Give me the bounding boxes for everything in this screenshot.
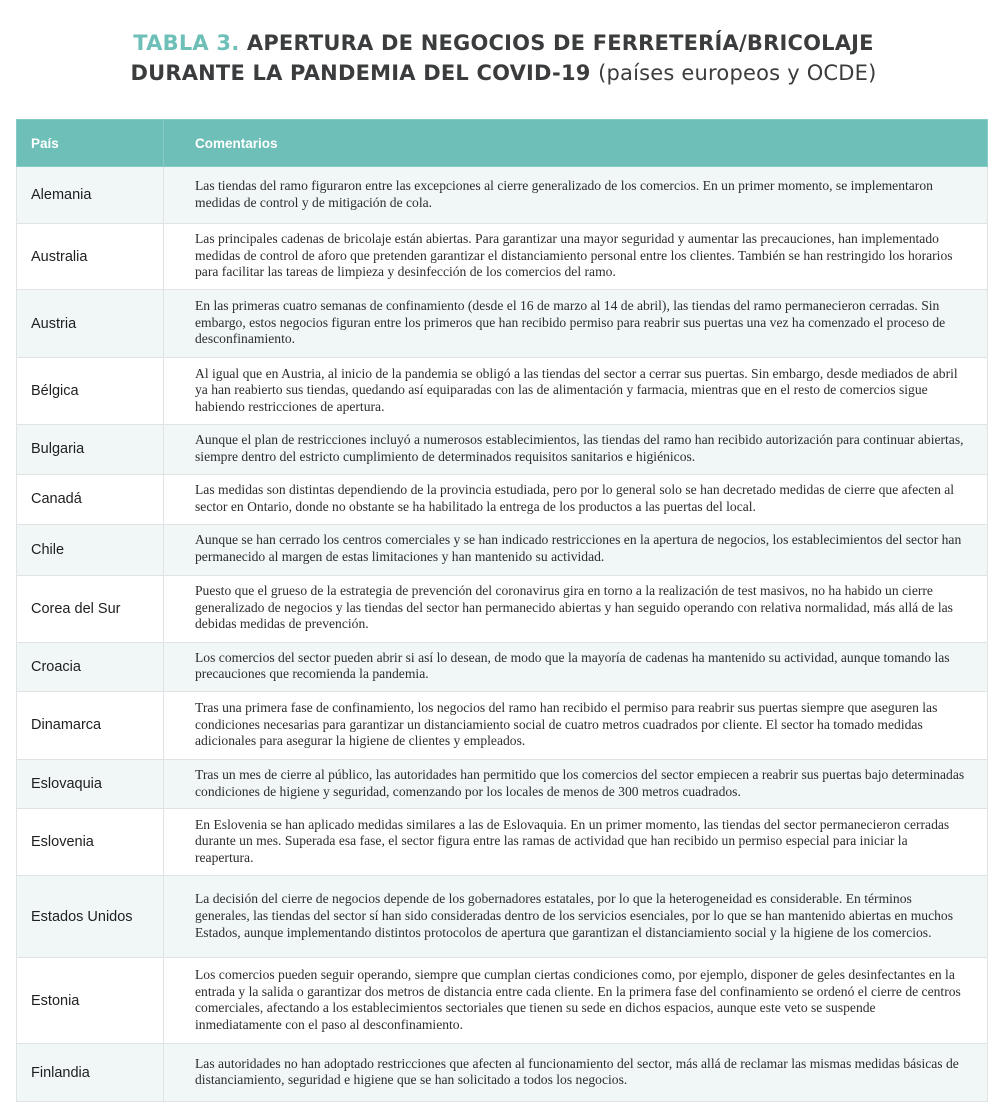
header-country: País xyxy=(17,120,164,167)
country-cell: Corea del Sur xyxy=(17,575,164,642)
table-row xyxy=(17,759,988,808)
table-number-label: TABLA 3. xyxy=(133,31,240,55)
table-row xyxy=(17,425,988,474)
title-line-1 xyxy=(0,28,1007,58)
country-cell: Alemania xyxy=(17,167,164,224)
country-cell: Eslovenia xyxy=(17,809,164,876)
country-cell: Chile xyxy=(17,524,164,575)
title-main-line-2: DURANTE LA PANDEMIA DEL COVID-19 xyxy=(130,61,591,85)
comment-cell: En las primeras cuatro semanas de confinamiento (desde el 16 de marzo al 14 de abril), las tiendas del ramo permanecieron cerradas. Sin embargo, estos negocios figuran entre los primeros que han recibido permiso para reabrir sus puertas una vez ha comenzado el proceso de desconfinamiento. xyxy=(164,290,988,358)
comment-cell: En Eslovenia se han aplicado medidas similares a las de Eslovaquia. En un primer momento, las tiendas del sector permanecieron cerradas durante un mes. Superada esa fase, el sector figura entre las ramas de actividad que han recibido un permiso especial para iniciar la reapertura. xyxy=(164,809,988,876)
comment-cell: Los comercios pueden seguir operando, siempre que cumplan ciertas condiciones como, por ejemplo, disponer de geles desinfectantes en la entrada y la salida o garantizar dos metros de distancia entre cada cliente. En la primera fase del confinamiento se ordenó el cierre de centros comerciales, afectando a los establecimientos sectoriales que tienen su sede en dichos espacios, aunque este veto se suspende inmediatamente con el paso al desconfinamiento. xyxy=(164,958,988,1044)
title-main-line-1: APERTURA DE NEGOCIOS DE FERRETERÍA/BRICOLAJE xyxy=(246,31,874,55)
comment-cell: Tras una primera fase de confinamiento, los negocios del ramo han recibido el permiso para reabrir sus puertas siempre que aseguren las condiciones necesarias para garantizar un distanciamiento social de cuatro metros cuadrados por cliente. El sector ha tomado medidas adicionales para asegurar la higiene de clientes y empleados. xyxy=(164,691,988,759)
table-row xyxy=(17,224,988,290)
table-row xyxy=(17,1044,988,1102)
title-line-2 xyxy=(0,58,1007,88)
country-cell: Estados Unidos xyxy=(17,876,164,958)
country-cell: Finlandia xyxy=(17,1044,164,1102)
table-row xyxy=(17,290,988,358)
country-cell: Australia xyxy=(17,224,164,290)
table-header-row xyxy=(17,120,988,167)
country-cell: Bulgaria xyxy=(17,425,164,474)
country-cell: Croacia xyxy=(17,642,164,691)
table-body xyxy=(17,167,988,1102)
comment-cell: Al igual que en Austria, al inicio de la pandemia se obligó a las tiendas del sector a cerrar sus puertas. Sin embargo, desde mediados de abril ya han reabierto sus tiendas, quedando así equiparadas con las de alimentación y farmacia, mientras que en el resto de comercios sigue habiendo restricciones de apertura. xyxy=(164,358,988,425)
comment-cell: Puesto que el grueso de la estrategia de prevención del coronavirus gira en torno a la realización de test masivos, no ha habido un cierre generalizado de negocios y las tiendas del sector han permanecido abiertas y han seguido operando con relativa normalidad, más allá de las debidas medidas de prevención. xyxy=(164,575,988,642)
table-row xyxy=(17,524,988,575)
comment-cell: Los comercios del sector pueden abrir si así lo desean, de modo que la mayoría de cadenas ha mantenido su actividad, aunque tomando las precauciones que recomienda la pandemia. xyxy=(164,642,988,691)
table-row xyxy=(17,358,988,425)
table-row xyxy=(17,691,988,759)
country-cell: Canadá xyxy=(17,474,164,524)
comment-cell: Aunque se han cerrado los centros comerciales y se han indicado restricciones en la apertura de negocios, los establecimientos del sector han permanecido al margen de estas limitaciones y han mantenido su actividad. xyxy=(164,524,988,575)
comment-cell: Aunque el plan de restricciones incluyó a numerosos establecimientos, las tiendas del ramo han recibido autorización para continuar abiertas, siempre dentro del estricto cumplimiento de determinados requisitos sanitarios e higiénicos. xyxy=(164,425,988,474)
country-cell: Eslovaquia xyxy=(17,759,164,808)
table-row xyxy=(17,474,988,524)
header-comments: Comentarios xyxy=(164,120,988,167)
comment-cell: Las tiendas del ramo figuraron entre las excepciones al cierre generalizado de los comercios. En un primer momento, se implementaron medidas de control y de mitigación de cola. xyxy=(164,167,988,224)
country-cell: Dinamarca xyxy=(17,691,164,759)
table-row xyxy=(17,958,988,1044)
country-cell: Austria xyxy=(17,290,164,358)
countries-table xyxy=(16,119,988,1102)
table-title xyxy=(0,28,1007,88)
comment-cell: Las medidas son distintas dependiendo de la provincia estudiada, pero por lo general solo se han decretado medidas de cierre que afecten al sector en Ontario, donde no obstante se ha habilitado la entrega de los productos a las puertas del local. xyxy=(164,474,988,524)
comment-cell: Las autoridades no han adoptado restricciones que afecten al funcionamiento del sector, más allá de reclamar las mismas medidas básicas de distanciamiento, seguridad e higiene que se han solicitado a todos los negocios. xyxy=(164,1044,988,1102)
country-cell: Bélgica xyxy=(17,358,164,425)
table-row xyxy=(17,809,988,876)
country-cell: Estonia xyxy=(17,958,164,1044)
table-row xyxy=(17,167,988,224)
table-row xyxy=(17,876,988,958)
table-row xyxy=(17,575,988,642)
table-row xyxy=(17,642,988,691)
comment-cell: Las principales cadenas de bricolaje están abiertas. Para garantizar una mayor seguridad y aumentar las precauciones, han implementado medidas de control de aforo que pretenden garantizar el distanciamiento personal entre los clientes. También se han restringido los horarios para facilitar las tareas de limpieza y desinfección de los comercios del ramo. xyxy=(164,224,988,290)
comment-cell: La decisión del cierre de negocios depende de los gobernadores estatales, por lo que la heterogeneidad es considerable. En términos generales, las tiendas del sector sí han sido consideradas dentro de los servicios esenciales, por lo que se han mantenido abiertas en muchos Estados, aunque implementando distintos protocolos de apertura que garantizan el distanciamiento social y la higiene de los comercios. xyxy=(164,876,988,958)
title-subtitle: (países europeos y OCDE) xyxy=(598,61,877,85)
comment-cell: Tras un mes de cierre al público, las autoridades han permitido que los comercios del sector empiecen a reabrir sus puertas bajo determinadas condiciones de higiene y seguridad, comenzando por los locales de menos de 300 metros cuadrados. xyxy=(164,759,988,808)
